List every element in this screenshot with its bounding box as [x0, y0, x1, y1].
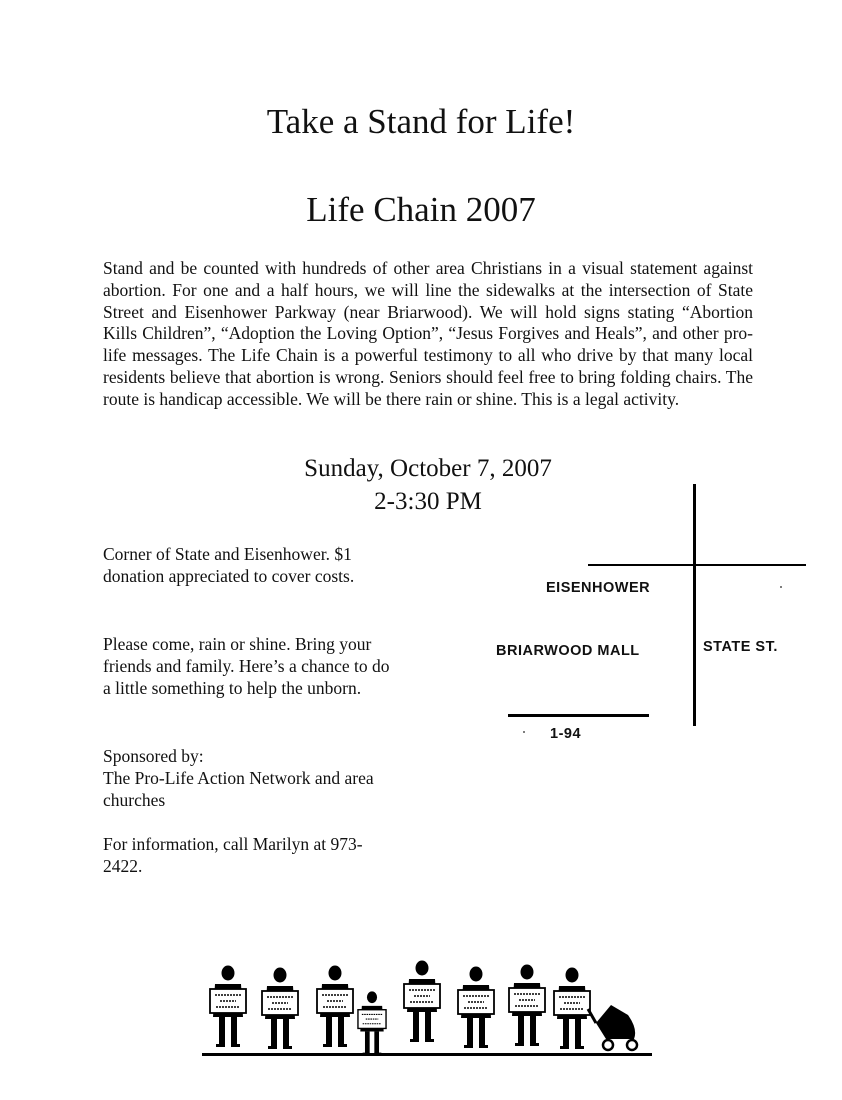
baby-stroller [588, 1005, 637, 1050]
page-title: Take a Stand for Life! [266, 102, 576, 141]
contact-text: For information, call Marilyn at 973-2422. [103, 834, 363, 876]
event-title: Life Chain 2007 [306, 190, 536, 229]
sign-holder-figure [509, 965, 545, 1047]
sign-holder-figure [317, 966, 353, 1048]
eisenhower-label: EISENHOWER [546, 580, 651, 596]
event-time: 2-3:30 PM [374, 488, 482, 515]
sign-holder-figure [262, 968, 298, 1050]
life-chain-illustration [196, 935, 656, 1065]
sign-holder-figure [458, 967, 494, 1049]
state-street-label: STATE ST. [703, 639, 778, 655]
body-paragraph: Stand and be counted with hundreds of other area Christians in a visual statement against abortion. For one and a half hours, we will line the sidewalks at the intersection of State Street and Eisenhower Parkway (near Briarwood). We will hold signs stating “Abortion Kills Children”, “Adoption the Loving Option”, “Jesus Forgives and Heals”, and other pro-life messages. The Life Chain is a powerful testimony to all who drive by that many local residents believe that abortion is wrong. Seniors should feel free to bring folding chairs. The route is handicap accessible. We will be there rain or shine. This is a legal activity. [103, 258, 753, 409]
map-dot [780, 586, 782, 588]
ground-line [202, 1053, 652, 1056]
sign-holder-figure [554, 968, 590, 1050]
i94-label: 1-94 [550, 726, 582, 742]
invite-text: Please come, rain or shine. Bring your friends and family. Here’s a chance to do a little something to help the unborn. [103, 634, 390, 698]
sign-holder-figure [210, 966, 246, 1048]
sponsor-text: The Pro-Life Action Network and area churches [103, 768, 374, 810]
location-text: Corner of State and Eisenhower. $1 donation appreciated to cover costs. [103, 544, 355, 586]
eisenhower-line [588, 564, 806, 566]
child-sign-holder-figure [358, 991, 386, 1055]
event-date: Sunday, October 7, 2007 [304, 455, 552, 482]
map-dot [523, 731, 525, 733]
state-street-line [693, 484, 696, 726]
briarwood-mall-label: BRIARWOOD MALL [496, 643, 640, 659]
sign-holder-figure [404, 961, 440, 1043]
i94-line [508, 714, 649, 717]
sponsor-label: Sponsored by: [103, 746, 204, 766]
